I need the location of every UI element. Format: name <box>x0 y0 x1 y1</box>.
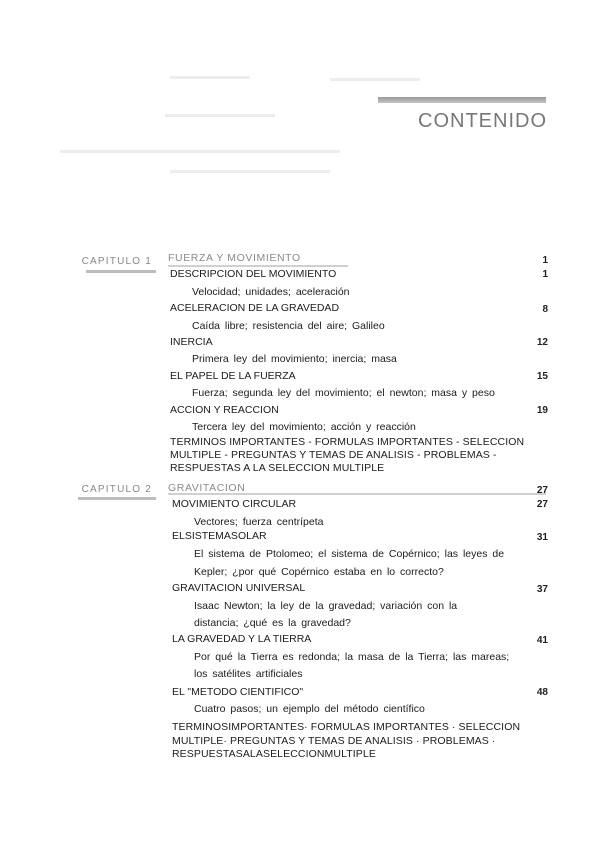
section-title: ACCION Y REACCION <box>170 404 279 416</box>
chapter-label: CAPITULO 1 <box>81 256 152 267</box>
page-number: 41 <box>536 635 548 646</box>
chapter-title: FUERZA Y MOVIMIENTO <box>168 252 301 264</box>
page-title: CONTENIDO <box>418 110 547 132</box>
section-topics: los satélites artificiales <box>194 668 303 680</box>
scan-artifact <box>165 114 275 117</box>
section-topics: Primera ley del movimiento; inercia; masa <box>192 353 397 365</box>
scan-artifact <box>60 150 340 153</box>
section-topics: Velocidad; unidades; aceleración <box>192 286 350 298</box>
section-title: EL PAPEL DE LA FUERZA <box>170 370 296 382</box>
chapter-title: GRAVITACION <box>168 482 246 494</box>
section-topics: Kepler; ¿por qué Copérnico estaba en lo correcto? <box>194 566 444 578</box>
section-topics: Isaac Newton; la ley de la gravedad; variación con la <box>194 600 458 612</box>
section-title: ACELERACION DE LA GRAVEDAD <box>170 302 340 314</box>
page-number: 27 <box>536 499 548 510</box>
page-number: 1 <box>542 255 548 266</box>
section-title: INERCIA <box>170 336 213 348</box>
section-topics: El sistema de Ptolomeo; el sistema de Copérnico; las leyes de <box>194 548 505 560</box>
chapter-title-rule <box>168 265 348 267</box>
chapter-rule <box>86 270 156 273</box>
section-title: ELSISTEMASOLAR <box>172 530 267 542</box>
page-number: 8 <box>542 304 548 315</box>
page-number: 48 <box>536 687 548 698</box>
title-rule <box>378 97 546 103</box>
section-title: LA GRAVEDAD Y LA TIERRA <box>172 633 312 645</box>
section-title: MOVIMIENTO CIRCULAR <box>172 498 297 510</box>
summary-line: RESPUESTAS A LA SELECCION MULTIPLE <box>170 462 385 474</box>
chapter-rule <box>78 497 156 500</box>
section-topics: Cuatro pasos; un ejemplo del método científico <box>194 703 425 715</box>
section-topics: Tercera ley del movimiento; acción y reacción <box>192 421 416 433</box>
section-topics: Por qué la Tierra es redonda; la masa de la Tierra; las mareas; <box>194 651 510 663</box>
scan-artifact <box>330 78 420 81</box>
section-topics: distancia; ¿qué es la gravedad? <box>194 617 351 629</box>
scan-artifact <box>170 76 250 79</box>
page-number: 1 <box>542 269 548 280</box>
page-number: 15 <box>536 371 548 382</box>
page-number: 19 <box>536 405 548 416</box>
section-topics: Vectores; fuerza centrípeta <box>194 516 324 528</box>
page-number: 12 <box>536 337 548 348</box>
section-topics: Caída libre; resistencia del aire; Galileo <box>192 320 385 332</box>
section-title: GRAVITACION UNIVERSAL <box>172 582 306 594</box>
page-number: 31 <box>536 532 548 543</box>
chapter-label: CAPITULO 2 <box>81 484 152 495</box>
summary-line: RESPUESTASALASELECCIONMULTIPLE <box>172 748 376 760</box>
summary-line: MULTIPLE· PREGUNTAS Y TEMAS DE ANALISIS · PROBLEMAS · <box>172 735 496 747</box>
section-title: DESCRIPCION DEL MOVIMIENTO <box>170 268 337 280</box>
section-topics: Fuerza; segunda ley del movimiento; el newton; masa y peso <box>192 387 495 399</box>
section-title: EL "METODO CIENTIFICO" <box>172 686 304 698</box>
scan-artifact <box>170 170 330 173</box>
page-number: 37 <box>536 584 548 595</box>
summary-line: TERMINOS IMPORTANTES - FORMULAS IMPORTANTES - SELECCION <box>170 436 525 448</box>
page-number: 27 <box>536 485 548 496</box>
summary-line: TERMINOSIMPORTANTES· FORMULAS IMPORTANTES · SELECCION <box>172 721 521 733</box>
summary-line: MULTIPLE - PREGUNTAS Y TEMAS DE ANALISIS - PROBLEMAS - <box>170 449 497 461</box>
